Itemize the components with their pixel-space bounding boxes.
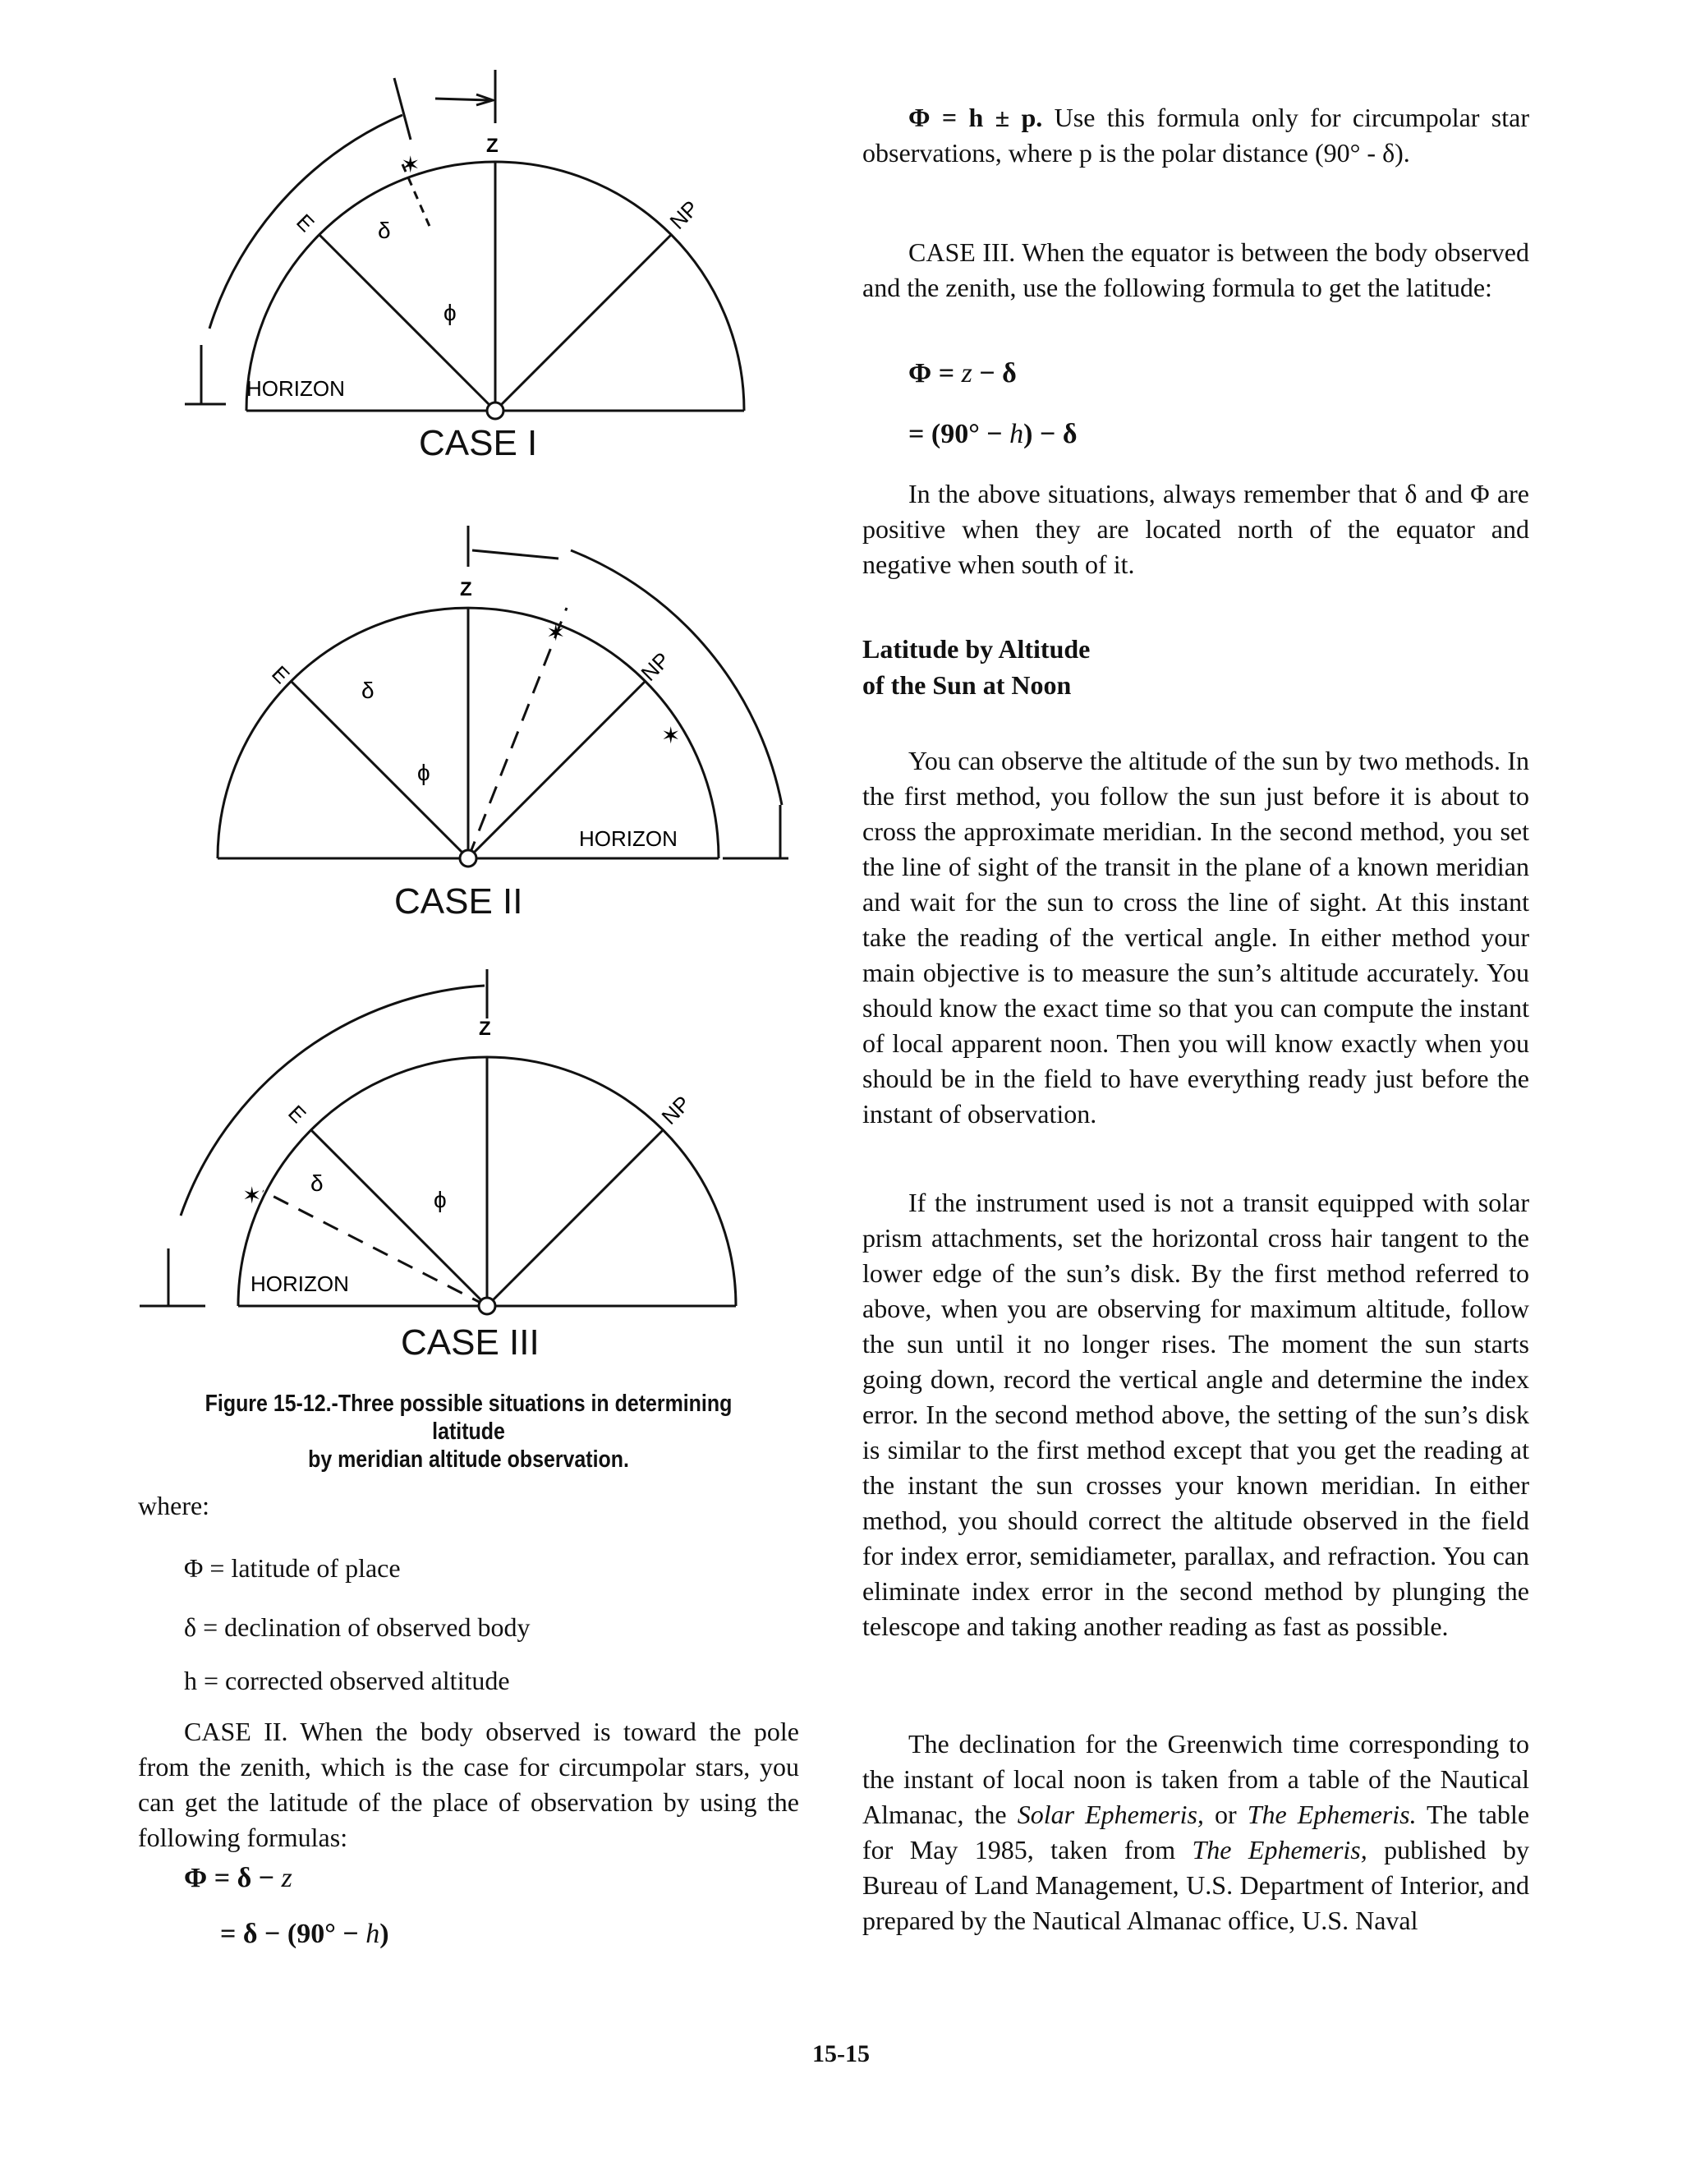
section-heading-line-1: Latitude by Altitude xyxy=(862,634,1091,664)
np-label: NP xyxy=(664,195,704,234)
figure-caption xyxy=(184,1390,752,1474)
text-run: The table for May 1985, taken from xyxy=(862,1800,1530,1864)
sign-note-paragraph: In the above situations, always remember that δ and Φ are positive when they are located north of the equator and negative when south of it. xyxy=(862,479,1529,579)
eq-part: ) xyxy=(379,1919,389,1949)
definition-delta: δ = declination of observed body xyxy=(184,1612,531,1642)
star-symbol: ✶ xyxy=(546,620,566,646)
case-2-title: CASE II xyxy=(394,881,523,922)
eq-part: − δ xyxy=(972,358,1017,389)
star-symbol: ✶ xyxy=(242,1183,262,1208)
equation-1 xyxy=(184,1858,292,1899)
zenith-label: Z xyxy=(460,578,472,600)
case-1-title: CASE I xyxy=(419,423,538,463)
equator-label: E xyxy=(283,1100,311,1128)
definition-h: h = corrected observed altitude xyxy=(184,1666,510,1695)
eq-part: = (90° − xyxy=(908,419,1010,449)
np-label: NP xyxy=(636,647,675,686)
where-label: where: xyxy=(138,1491,210,1520)
caption-line-2: by meridian altitude observation. xyxy=(308,1446,629,1473)
paragraph-3 xyxy=(862,1727,1529,1938)
formula-paragraph xyxy=(862,100,1529,171)
equator-label: E xyxy=(292,209,319,237)
horizon-label: HORIZON xyxy=(246,376,345,401)
diagram-case-1 xyxy=(164,66,788,476)
phi-symbol: ϕ xyxy=(417,760,430,785)
eq-var-z: z xyxy=(961,358,972,389)
case-2-paragraph: CASE II. When the body observed is toward the pole from the zenith, which is the case for circumpolar stars, you can get the latitude of the place of observation by using the following formulas: xyxy=(138,1717,799,1852)
eq-var-h: h xyxy=(365,1919,380,1949)
equation-3 xyxy=(908,353,1017,394)
star-symbol: ✶ xyxy=(661,723,681,748)
zenith-label: Z xyxy=(486,135,499,157)
eq-var-z: z xyxy=(281,1863,292,1893)
case-3-title: CASE III xyxy=(401,1322,540,1363)
page-number: 15-15 xyxy=(812,2040,870,2067)
paragraph-1: You can observe the altitude of the sun by two methods. In the first method, you follow the sun just before it is about to cross the approximate meridian. In the second method, you set the line of sight of the transit in the plane of a known meridian and wait for the sun to cross the line of sight. At this instant take the reading of the vertical angle. In either method your main objective is to measure the sun’s altitude accurately. You should know the exact time so that you can compute the instant of local apparent noon. Then you will know exactly when you should be in the field to have everything ready just before the instant of observation. xyxy=(862,746,1529,1129)
text-run: or xyxy=(1203,1800,1248,1829)
formula-text: Use this formula only for circumpolar star observations, where p is the polar distance (90° - δ). xyxy=(862,103,1529,168)
diagram-case-2 xyxy=(197,526,805,895)
formula-lead: Φ = h ± p. xyxy=(908,103,1043,132)
eq-part: = δ − (90° − xyxy=(220,1919,366,1949)
case-3-paragraph: CASE III. When the equator is between the body observed and the zenith, use the following formula to get the latitude: xyxy=(862,237,1529,302)
horizon-label: HORIZON xyxy=(579,826,678,851)
delta-symbol: δ xyxy=(361,678,375,703)
section-heading-line-2: of the Sun at Noon xyxy=(862,670,1072,700)
equation-4 xyxy=(908,414,1078,455)
eq-part: Φ = xyxy=(908,358,962,389)
np-label: NP xyxy=(656,1091,696,1129)
eq-var-h: h xyxy=(1009,419,1024,449)
equator-label: E xyxy=(267,660,295,688)
eq-part: Φ = δ − xyxy=(184,1863,282,1893)
text-run: The declination for the Greenwich time corresponding to the instant of local noon is taken from a table of the Nautical Almanac, the xyxy=(862,1729,1529,1829)
zenith-label: Z xyxy=(479,1018,491,1040)
caption-line-1: Figure 15-12.-Three possible situations in determining latitude xyxy=(205,1391,733,1445)
phi-symbol: ϕ xyxy=(434,1187,447,1212)
eq-part: ) − δ xyxy=(1023,419,1078,449)
equation-2 xyxy=(220,1914,389,1955)
phi-symbol: ϕ xyxy=(443,300,457,325)
text-run: published by Bureau of Land Management, U.S. Department of Interior, and prepared by the Nautical Almanac office, U.S. Naval xyxy=(862,1835,1530,1935)
star-symbol: ✶ xyxy=(401,152,420,177)
italic-run: The Ephemeris. xyxy=(1247,1800,1417,1829)
definition-phi: Φ = latitude of place xyxy=(184,1553,401,1583)
italic-run: The Ephemeris, xyxy=(1192,1835,1367,1864)
delta-symbol: δ xyxy=(310,1170,324,1196)
delta-symbol: δ xyxy=(378,218,391,243)
italic-run: Solar Ephemeris, xyxy=(1017,1800,1204,1829)
diagram-case-3 xyxy=(131,969,788,1331)
paragraph-2: If the instrument used is not a transit equipped with solar prism attachments, set the horizontal cross hair tangent to the lower edge of the sun’s disk. By the first method referred to above, when you are observing for maximum altitude, follow the sun until it no longer rises. The moment the sun starts going down, record the vertical angle and determine the index error. In the second method above, the setting of the sun’s disk is similar to the first method except that you get the reading at the instant the sun crosses your known meridian. In either method, you should correct the altitude observed in the field for index error, semidiameter, parallax, and refraction. You can eliminate index error in the second method by plunging the telescope and taking another reading as fast as possible. xyxy=(862,1188,1529,1641)
horizon-label: HORIZON xyxy=(250,1271,349,1296)
